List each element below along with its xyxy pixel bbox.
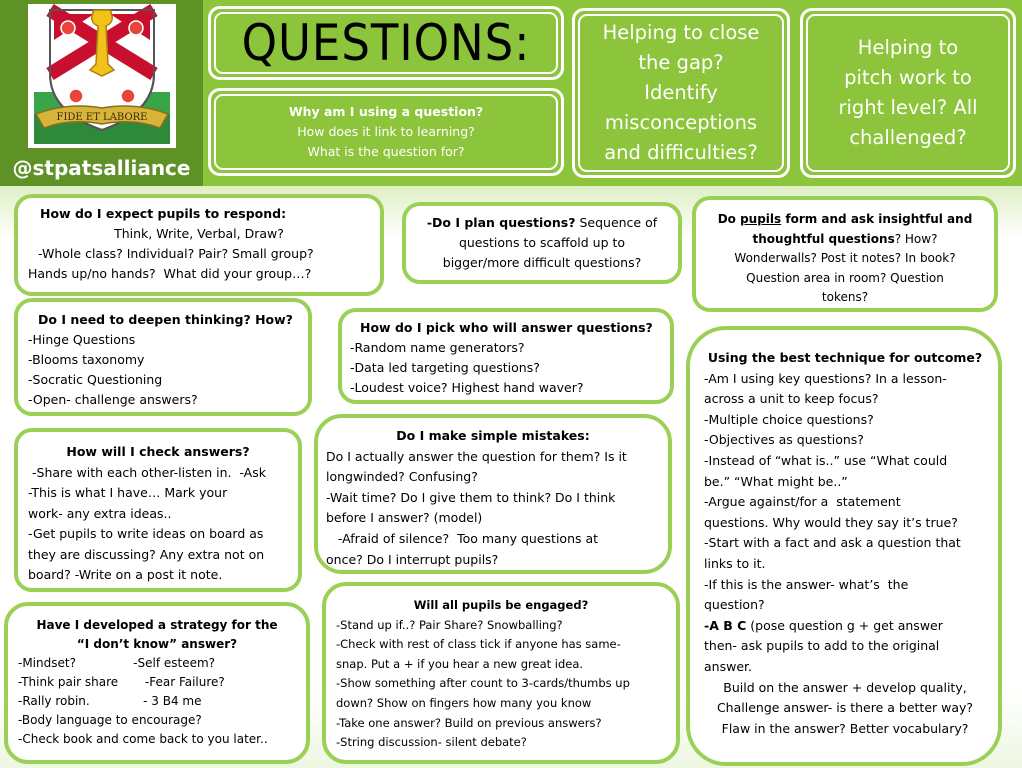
check-answers-card	[14, 428, 302, 592]
why-line-1: Why am I using a question?	[288, 104, 484, 119]
card-line: -Objectives as questions?	[704, 432, 864, 448]
pupils-title-tail: ? How?	[894, 231, 938, 246]
gap-line: and difficulties?	[604, 141, 758, 164]
card-line: -Random name generators?	[350, 340, 525, 355]
card-line: bigger/more difficult questions?	[442, 255, 642, 270]
card-line: -Body language to encourage?	[18, 713, 202, 727]
pitch-line: right level? All	[838, 96, 978, 119]
card-line: -Instead of “what is..” use “What could	[704, 452, 948, 468]
card-line: once? Do I interrupt pupils?	[326, 551, 499, 567]
card-line: Question area in room? Question	[746, 270, 944, 285]
card-line: -Stand up if..? Pair Share? Snowballing?	[336, 617, 563, 632]
card-line: -Am I using key questions? In a lesson-	[704, 370, 947, 386]
card-line: -Mindset? -Self esteem?	[18, 656, 216, 670]
pupils-title-post: form and ask insightful and	[781, 212, 973, 226]
card-line: links to it.	[704, 555, 766, 571]
dont-know-strategy-card	[4, 602, 310, 764]
card-line: then- ask pupils to add to the original	[704, 638, 940, 654]
plan-title-rest: Sequence of	[575, 215, 658, 230]
card-title: Have I developed a strategy for the	[36, 618, 278, 632]
respond-card	[14, 194, 384, 296]
card-line: -This is what I have… Mark your	[28, 485, 228, 500]
page-title: QUESTIONS:	[241, 14, 531, 72]
gap-line: Helping to close	[602, 21, 760, 44]
title-box	[208, 6, 564, 80]
card-line: -Loudest voice? Highest hand waver?	[350, 380, 584, 395]
pupils-title-underlined: pupils	[740, 212, 782, 226]
card-title-2	[704, 230, 986, 250]
abc-rest: (pose question g + get answer	[746, 617, 943, 633]
card-footer-line: Flaw in the answer? Better vocabulary?	[721, 720, 969, 736]
card-line: -If this is the answer- what’s the	[704, 576, 909, 592]
card-line: -Share with each other-listen in. -Ask	[32, 464, 266, 480]
best-technique-card	[686, 326, 1002, 766]
pitch-line: challenged?	[849, 126, 967, 149]
school-crest-logo	[28, 4, 176, 148]
card-line: -Start with a fact and ask a question that	[704, 535, 961, 551]
gap-line: Identify	[644, 81, 718, 104]
card-line: board? -Write on a post it note.	[28, 567, 223, 582]
pupils-title-2: thoughtful questions	[752, 231, 895, 246]
card-title: How do I pick who will answer questions?	[360, 320, 653, 335]
card-line: -Multiple choice questions?	[704, 411, 874, 427]
card-line: snap. Put a + if you hear a new great idea.	[336, 656, 584, 671]
logo-panel	[0, 0, 203, 186]
card-line	[704, 616, 986, 637]
card-line: -Think pair share -Fear Failure?	[18, 675, 225, 689]
pick-answerer-card	[338, 308, 674, 404]
card-line: -Afraid of silence? Too many questions at	[326, 530, 599, 546]
card-line: -Whole class? Individual? Pair? Small group?	[38, 246, 314, 261]
why-line-3: What is the question for?	[307, 144, 465, 159]
why-question-text	[289, 102, 483, 162]
card-line: be.” “What might be..”	[704, 473, 848, 489]
simple-mistakes-card	[314, 414, 672, 574]
card-line: -Socratic Questioning	[28, 372, 163, 387]
pitch-work-text	[838, 33, 977, 153]
card-line: Think, Write, Verbal, Draw?	[114, 226, 284, 241]
card-line: down? Show on fingers how many you know	[336, 695, 592, 710]
pupils-engaged-card	[322, 582, 680, 764]
gap-line: misconceptions	[604, 111, 758, 134]
card-line: answer.	[704, 658, 752, 674]
crest-motto: FIDE ET LABORE	[56, 112, 148, 123]
card-line: -Data led targeting questions?	[350, 360, 540, 375]
card-title	[704, 210, 986, 230]
card-line: Wonderwalls? Post it notes? In book?	[734, 251, 956, 265]
pitch-work-box	[800, 8, 1016, 178]
card-line: work- any extra ideas..	[28, 505, 172, 521]
card-line: -Show something after count to 3-cards/thumbs up	[336, 676, 630, 691]
plan-card	[402, 202, 682, 284]
card-line: questions to scaffold up to	[458, 235, 626, 250]
why-line-2: How does it link to learning?	[297, 124, 475, 139]
pupils-questions-card	[692, 196, 998, 312]
card-line: -Blooms taxonomy	[28, 352, 145, 367]
card-line: -Argue against/for a statement	[704, 494, 901, 510]
card-line: longwinded? Confusing?	[326, 469, 478, 485]
card-line: -Hinge Questions	[28, 332, 136, 347]
why-question-box	[208, 88, 564, 176]
close-gap-text	[603, 18, 760, 168]
card-line: across a unit to keep focus?	[704, 391, 879, 407]
card-line: -Check book and come back to you later..	[18, 732, 268, 746]
card-line: -Take one answer? Build on previous answers?	[336, 715, 602, 730]
card-line: question?	[704, 597, 765, 613]
pitch-line: Helping to	[857, 36, 959, 59]
gap-line: the gap?	[638, 51, 724, 74]
card-line: tokens?	[821, 290, 869, 304]
card-title: Using the best technique for outcome?	[707, 350, 983, 365]
card-line: -Get pupils to write ideas on board as	[28, 526, 264, 541]
card-title: How will I check answers?	[66, 444, 250, 459]
card-line: questions. Why would they say it’s true?	[704, 514, 958, 530]
card-line: -Wait time? Do I give them to think? Do I think	[326, 489, 616, 505]
twitter-handle: @stpatsalliance	[12, 156, 191, 180]
pupils-title-pre: Do	[717, 212, 741, 226]
card-line: -Open- challenge answers?	[28, 392, 198, 407]
card-line: Hands up/no hands? What did your group…?	[28, 266, 312, 281]
card-line: before I answer? (model)	[326, 510, 483, 526]
card-line: Do I actually answer the question for them? Is it	[326, 448, 627, 464]
card-line: -String discussion- silent debate?	[336, 735, 527, 750]
plan-title: -Do I plan questions?	[426, 215, 576, 230]
deepen-thinking-card	[14, 298, 312, 416]
card-line: they are discussing? Any extra not on	[28, 546, 265, 562]
card-title: Do I make simple mistakes:	[396, 428, 590, 443]
card-title: Do I need to deepen thinking? How?	[38, 312, 293, 327]
card-line: -Rally robin. - 3 B4 me	[18, 694, 202, 708]
card-title	[414, 213, 670, 233]
card-line: -Check with rest of class tick if anyone has same-	[336, 637, 621, 652]
abc-bold: -A B C	[704, 617, 747, 633]
close-gap-box	[572, 8, 790, 178]
card-footer-line: Build on the answer + develop quality,	[723, 679, 967, 695]
card-title: “I don’t know” answer?	[76, 637, 238, 651]
card-title: How do I expect pupils to respond:	[40, 206, 287, 221]
card-title: Will all pupils be engaged?	[413, 598, 589, 612]
pitch-line: pitch work to	[844, 66, 972, 89]
card-footer-line: Challenge answer- is there a better way?	[716, 700, 974, 716]
